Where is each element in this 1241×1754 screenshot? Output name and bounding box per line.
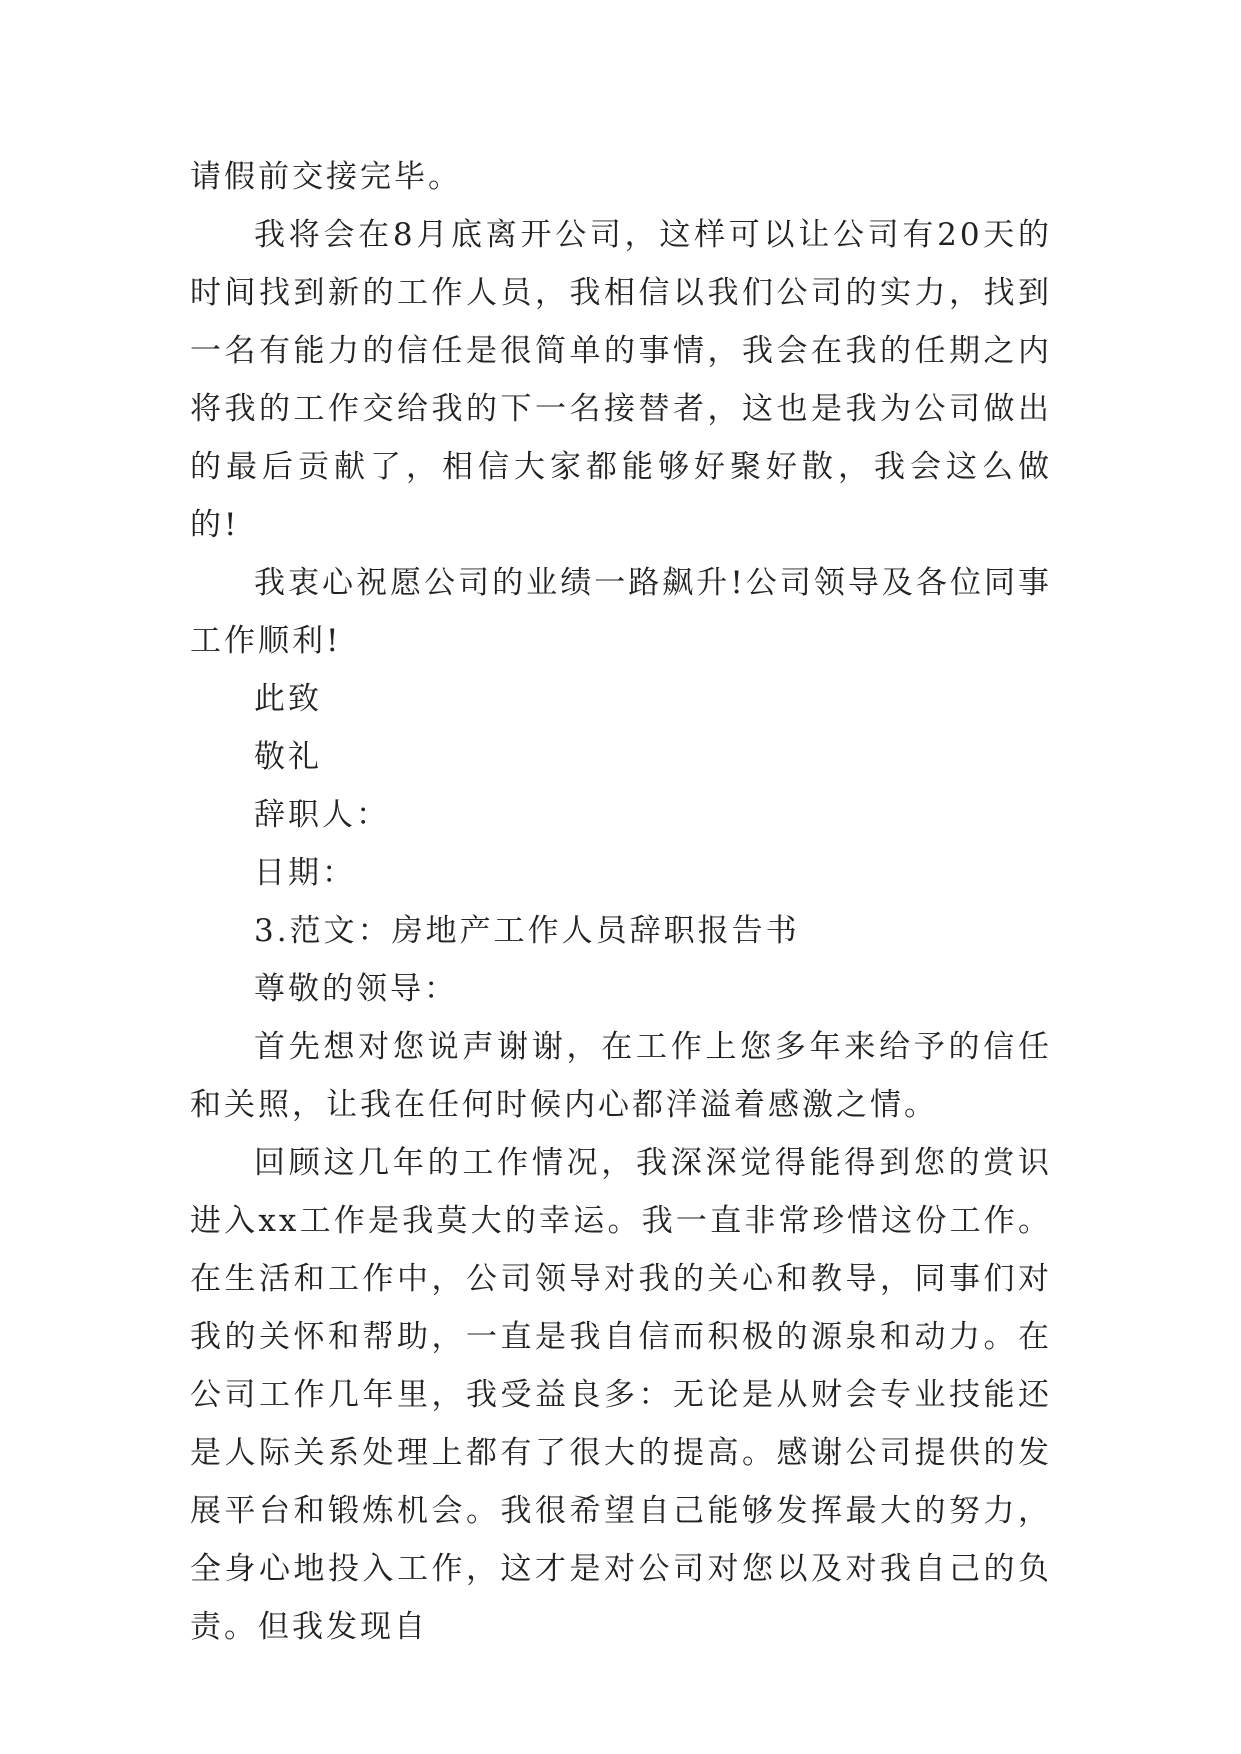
signature-resigner: 辞职人： [254,797,390,833]
signature-date: 日期： [254,855,356,891]
paragraph-thanks: 首先想对您说声谢谢，在工作上您多年来给予的信任和关照，让我在任何时候内心都洋溢着感激之情。 [190,1029,1052,1123]
salutation: 尊敬的领导： [254,971,458,1007]
paragraph-review: 回顾这几年的工作情况，我深深觉得能得到您的赏识进入xx工作是我莫大的幸运。我一直非常珍惜这份工作。在生活和工作中，公司领导对我的关心和教导，同事们对我的关怀和帮助，一直是我自信而积极的源泉和动力。在公司工作几年里，我受益良多：无论是从财会专业技能还是人际关系处理上都有了很大的提高。感谢公司提供的发展平台和锻炼机会。我很希望自己能够发挥最大的努力，全身心地投入工作，这才是对公司对您以及对我自己的负责。但我发现自 [190,1145,1052,1645]
closing-jingli: 敬礼 [254,739,322,775]
closing-cizhi: 此致 [254,681,322,717]
paragraph-leave-plan: 我将会在8月底离开公司，这样可以让公司有20天的时间找到新的工作人员，我相信以我们公司的实力，找到一名有能力的信任是很简单的事情，我会在我的任期之内将我的工作交给我的下一名接替者，这也是我为公司做出的最后贡献了，相信大家都能够好聚好散，我会这么做的! [190,217,1052,543]
paragraph-wishes: 我衷心祝愿公司的业绩一路飙升!公司领导及各位同事工作顺利! [190,565,1052,659]
document-body [190,148,1052,1656]
paragraph-handover: 请假前交接完毕。 [190,159,462,195]
section-heading: 3.范文：房地产工作人员辞职报告书 [254,913,800,949]
